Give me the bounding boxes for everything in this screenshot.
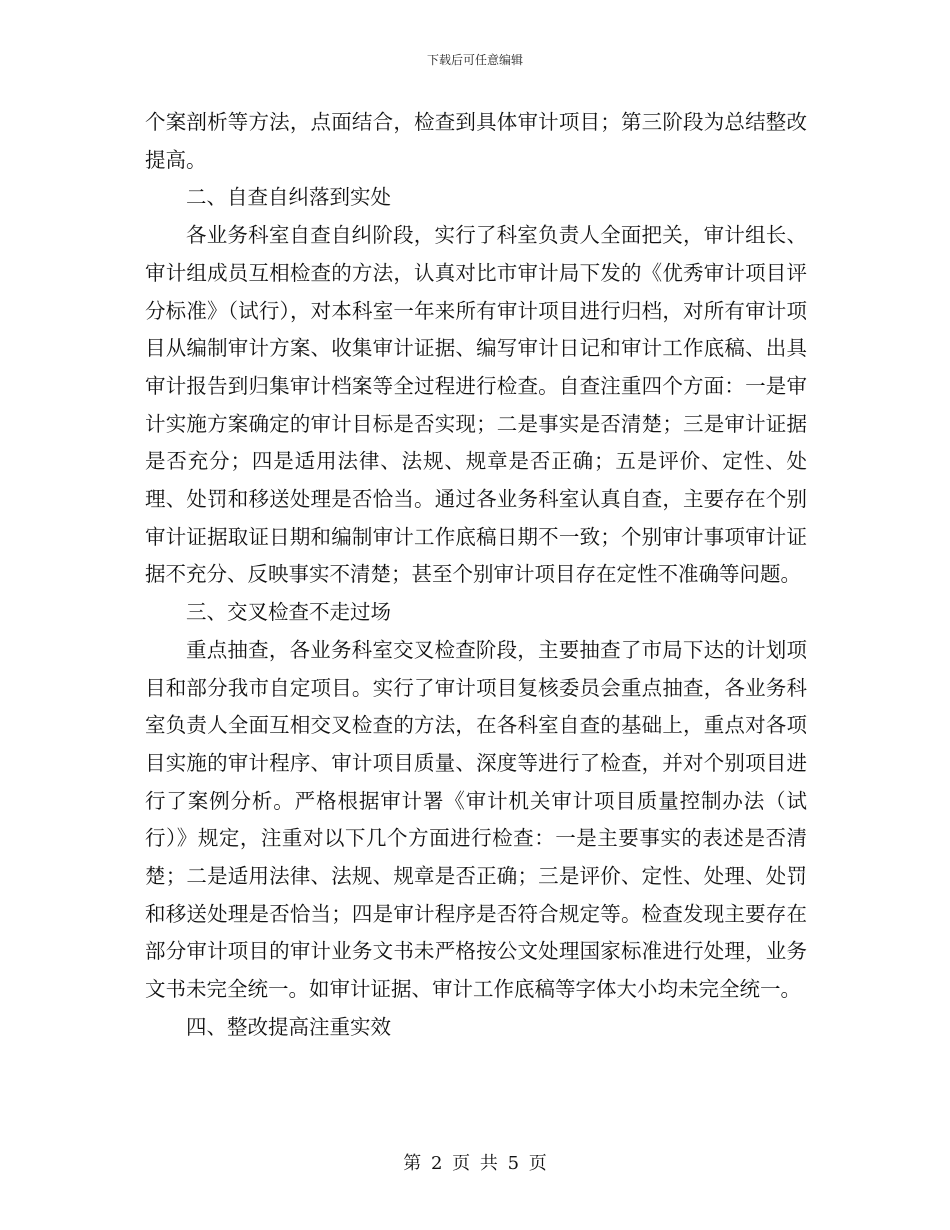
- section-heading-2: 二、自查自纠落到实处: [186, 185, 391, 210]
- paragraph-continuation: 个案剖析等方法，点面结合，检查到具体审计项目；第三阶段为总结整改提高。: [145, 110, 807, 172]
- paragraph-self-inspection: 各业务科室自查自纠阶段，实行了科室负责人全面把关，审计组长、审计组成员互相检查的方法，认真对比市审计局下发的《优秀审计项目评分标准》（试行），对本科室一年来所有审计项目进行归档，对所有审计项目从编制审计方案、收集审计证据、编写审计日记和审计工作底稿、出具审计报告到归集审计档案等全过程进行检查。自查注重四个方面：一是审计实施方案确定的审计目标是否实现；二是事实是否清楚；三是审计证据是否充分；四是适用法律、法规、规章是否正确；五是评价、定性、处理、处罚和移送处理是否恰当。通过各业务科室认真自查，主要存在个别审计证据取证日期和编制审计工作底稿日期不一致；个别审计事项审计证据不充分、反映事实不清楚；甚至个别审计项目存在定性不准确等问题。: [145, 223, 807, 587]
- section-heading-4: 四、整改提高注重实效: [186, 1014, 391, 1039]
- page-header: 下载后可任意编辑: [426, 53, 523, 67]
- section-heading-3: 三、交叉检查不走过场: [186, 600, 391, 625]
- document-body: [145, 104, 807, 1047]
- paragraph-cross-inspection: 重点抽查，各业务科室交叉检查阶段，主要抽查了市局下达的计划项目和部分我市自定项目。实行了审计项目复核委员会重点抽查，各业务科室负责人全面互相交叉检查的方法，在各科室自查的基础上，重点对各项目实施的审计程序、审计项目质量、深度等进行了检查，并对个别项目进行了案例分析。严格根据审计署《审计机关审计项目质量控制办法（试行）》规定，注重对以下几个方面进行检查：一是主要事实的表述是否清楚；二是适用法律、法规、规章是否正确；三是评价、定性、处理、处罚和移送处理是否恰当；四是审计程序是否符合规定等。检查发现主要存在部分审计项目的审计业务文书未严格按公文处理国家标准进行处理，业务文书未完全统一。如审计证据、审计工作底稿等字体大小均未完全统一。: [145, 637, 807, 1002]
- page-number-footer: 第 2 页 共 5 页: [403, 1153, 547, 1174]
